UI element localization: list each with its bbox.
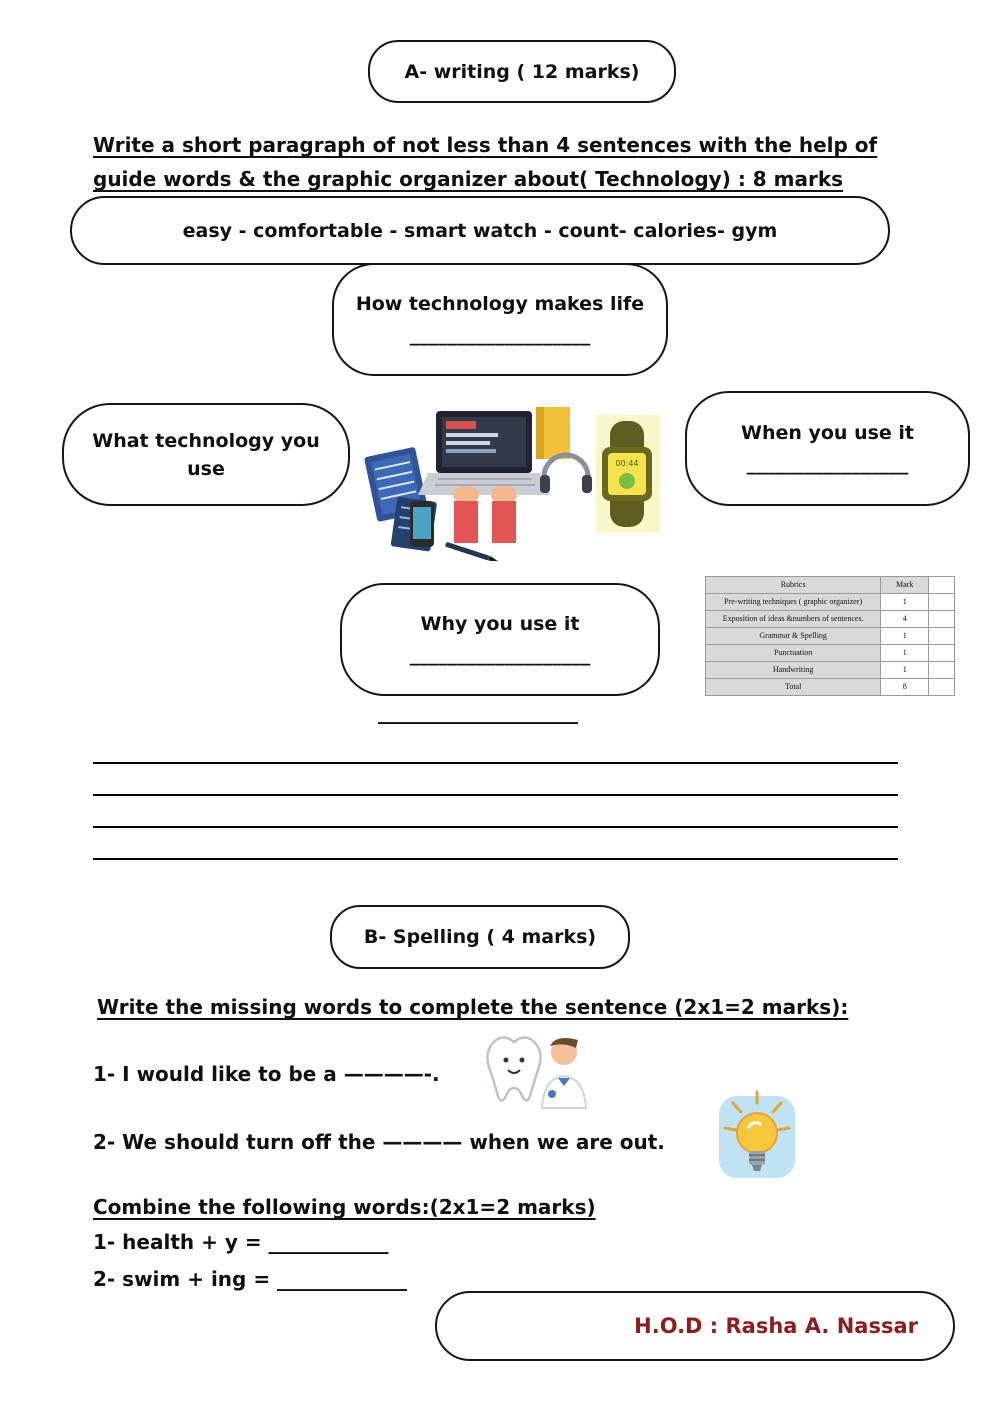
rubric-mark: 8 bbox=[881, 679, 929, 696]
table-row bbox=[706, 611, 955, 628]
guide-words: easy - comfortable - smart watch - count- calories- gym bbox=[182, 219, 778, 242]
table-row bbox=[706, 679, 955, 696]
pen-icon bbox=[445, 542, 499, 563]
rubric-label: Exposition of ideas &numbers of sentences. bbox=[706, 611, 881, 628]
organizer-right-label: When you use it bbox=[740, 422, 915, 444]
table-row bbox=[706, 628, 955, 645]
section-a-title-bubble bbox=[368, 40, 676, 103]
rubric-spare bbox=[929, 679, 955, 696]
rubric-label: Grammar & Spelling bbox=[706, 628, 881, 645]
organizer-right-bubble bbox=[685, 391, 970, 506]
tooth-dentist-icon bbox=[478, 1030, 596, 1114]
writing-line bbox=[93, 826, 898, 828]
combine-q2: 2- swim + ing = _____________ bbox=[93, 1267, 408, 1291]
rubrics-header-mark: Mark bbox=[881, 577, 929, 594]
rubric-label: Handwriting bbox=[706, 662, 881, 679]
watch-time: 00:44 bbox=[615, 459, 639, 468]
organizer-bottom-label: Why you use it bbox=[420, 613, 580, 635]
rubric-mark: 1 bbox=[881, 645, 929, 662]
table-row bbox=[706, 645, 955, 662]
rubric-label: Pre-writing techniques ( graphic organizer) bbox=[706, 594, 881, 611]
lightbulb-icon bbox=[718, 1088, 796, 1185]
guide-words-bubble bbox=[70, 196, 890, 265]
organizer-bottom-blank: ___________________ bbox=[409, 644, 591, 666]
rubric-spare bbox=[929, 628, 955, 645]
organizer-bottom-bubble bbox=[340, 583, 660, 696]
instruction-line-2: guide words & the graphic organizer about( Technology) : 8 marks bbox=[93, 167, 844, 191]
spelling-q2: 2- We should turn off the ———— when we are out. bbox=[93, 1130, 665, 1154]
rubric-mark: 1 bbox=[881, 628, 929, 645]
combine-q1: 1- health + y = ____________ bbox=[93, 1230, 389, 1254]
organizer-top-label: How technology makes life bbox=[355, 293, 645, 315]
writing-line bbox=[93, 762, 898, 764]
rubric-spare bbox=[929, 645, 955, 662]
spelling-instruction: Write the missing words to complete the sentence (2x1=2 marks): bbox=[97, 995, 849, 1019]
organizer-top-bubble bbox=[332, 263, 668, 376]
section-b-title: B- Spelling ( 4 marks) bbox=[363, 926, 597, 948]
rubric-mark: 1 bbox=[881, 594, 929, 611]
rubrics-header-label: Rubrics bbox=[706, 577, 881, 594]
table-row bbox=[706, 594, 955, 611]
instruction-line-1: Write a short paragraph of not less than 4 sentences with the help of bbox=[93, 133, 878, 157]
organizer-top-blank: ___________________ bbox=[409, 324, 591, 346]
rubric-spare bbox=[929, 662, 955, 679]
rubric-label: Punctuation bbox=[706, 645, 881, 662]
writing-instruction bbox=[93, 133, 877, 191]
rubric-mark: 4 bbox=[881, 611, 929, 628]
technology-collage-icon bbox=[358, 403, 660, 563]
phone-icon bbox=[410, 501, 434, 547]
hod-signature-bubble bbox=[435, 1291, 955, 1361]
rubrics-header-row bbox=[706, 577, 955, 594]
rubric-spare bbox=[929, 594, 955, 611]
spelling-q1: 1- I would like to be a ————-. bbox=[93, 1062, 440, 1086]
section-a-title: A- writing ( 12 marks) bbox=[404, 60, 640, 83]
table-row bbox=[706, 662, 955, 679]
organizer-left-label-line2: use bbox=[187, 457, 225, 480]
section-b-title-bubble bbox=[330, 905, 630, 969]
rubric-label: Total bbox=[706, 679, 881, 696]
extra-blank-line: ____________________ bbox=[378, 700, 578, 724]
book-icon bbox=[536, 407, 570, 459]
organizer-left-label-line1: What technology you bbox=[92, 429, 320, 452]
rubrics-header-spare bbox=[929, 577, 955, 594]
writing-line bbox=[93, 794, 898, 796]
organizer-right-blank: _________________ bbox=[746, 453, 909, 475]
writing-line bbox=[93, 858, 898, 860]
headphones-icon bbox=[540, 455, 592, 493]
laptop-icon bbox=[418, 411, 550, 495]
rubric-mark: 1 bbox=[881, 662, 929, 679]
rubrics-table bbox=[705, 576, 955, 696]
combine-instruction: Combine the following words:(2x1=2 marks) bbox=[93, 1195, 596, 1219]
organizer-left-bubble bbox=[62, 403, 350, 506]
hod-signature: H.O.D : Rasha A. Nassar bbox=[634, 1314, 918, 1338]
rubric-spare bbox=[929, 611, 955, 628]
